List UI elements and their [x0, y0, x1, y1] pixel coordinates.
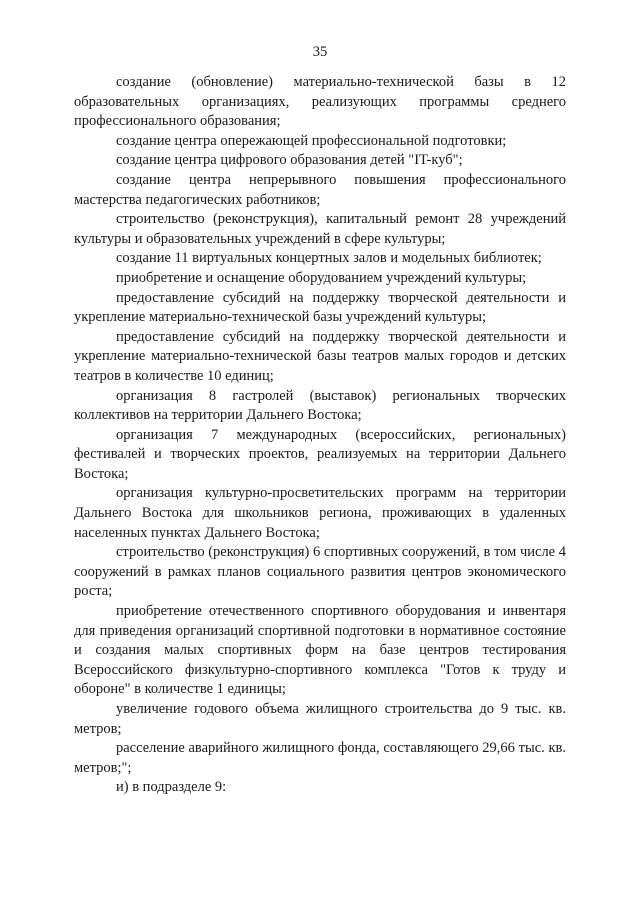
paragraph: создание 11 виртуальных концертных залов и модельных библиотек;	[116, 250, 542, 267]
document-body	[74, 73, 566, 798]
paragraph: создание центра опережающей профессиональной подготовки;	[116, 132, 507, 149]
paragraph: создание (обновление) материально-технической базы в 12 образовательных организациях, реализующих программы среднего профессионального образования;	[74, 74, 566, 130]
paragraph: создание центра цифрового образования детей "IT-куб";	[116, 152, 463, 169]
paragraph: организация культурно-просветительских программ на территории Дальнего Востока для школьников региона, проживающих в удаленных населенных пунктах Дальнего Востока;	[74, 485, 566, 541]
paragraph: расселение аварийного жилищного фонда, составляющего 29,66 тыс. кв. метров;";	[74, 740, 566, 776]
paragraph: организация 7 международных (всероссийских, региональных) фестивалей и творческих проектов, реализуемых на территории Дальнего Востока;	[74, 426, 566, 482]
page-number: 35	[312, 44, 328, 60]
paragraph: строительство (реконструкция), капитальный ремонт 28 учреждений культуры и образовательных учреждений в сфере культуры;	[74, 211, 566, 247]
paragraph: предоставление субсидий на поддержку творческой деятельности и укрепление материально-технической базы театров малых городов и детских театров в количестве 10 единиц;	[74, 328, 566, 384]
paragraph: создание центра непрерывного повышения профессионального мастерства педагогических работников;	[74, 171, 566, 208]
paragraph: и) в подразделе 9:	[116, 779, 227, 796]
paragraph: приобретение отечественного спортивного оборудования и инвентаря для приведения организаций спортивной подготовки в нормативное состояние и создания малых спортивных форм на базе центров тестирования Всероссийского физкультурно-спортивного комплекса "Готов к труду и обороне" в количестве 1 единицы;	[74, 603, 566, 698]
paragraph: увеличение годового объема жилищного строительства до 9 тыс. кв. метров;	[74, 701, 566, 737]
paragraph: предоставление субсидий на поддержку творческой деятельности и укрепление материально-технической базы учреждений культуры;	[74, 289, 566, 326]
paragraph: приобретение и оснащение оборудованием учреждений культуры;	[116, 269, 527, 286]
paragraph: организация 8 гастролей (выставок) региональных творческих коллективов на территории Дальнего Востока;	[74, 387, 566, 424]
paragraph: строительство (реконструкция) 6 спортивных сооружений, в том числе 4 сооружений в рамках планов социального развития центров экономического роста;	[74, 544, 566, 600]
